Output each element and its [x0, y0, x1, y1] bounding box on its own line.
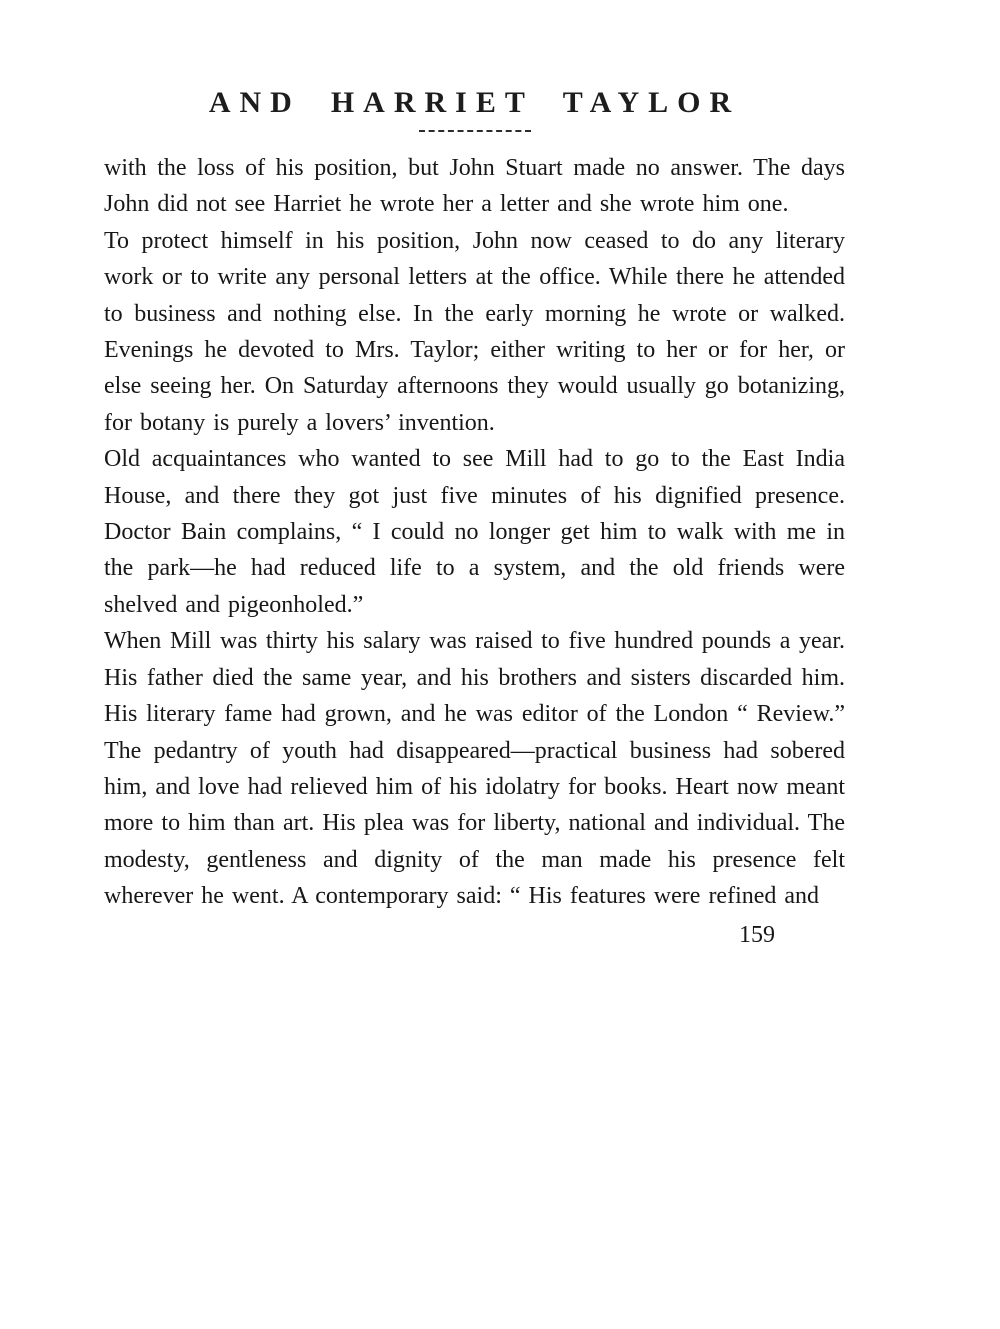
header-divider — [419, 130, 531, 132]
paragraph: Old acquaintances who wanted to see Mill had to go to the East India House, and there they got just five minutes of his dignified presence. Doctor Bain complains, “ I could no longer get him to walk with me in the park—he had reduced life to a system, and the old friends were shelved and pigeonholed.” — [104, 446, 845, 618]
running-header: AND HARRIET TAYLOR — [208, 86, 741, 119]
paragraph: with the loss of his position, but John Stuart made no answer. The days John did not see Harriet he wrote her a letter and she wrote him one. — [104, 155, 845, 218]
page-number: 159 — [739, 921, 775, 948]
paragraph: To protect himself in his position, John now ceased to do any literary work or to write any personal letters at the office. While there he attended to business and nothing else. In the early morning he wrote or walked. Evenings he devoted to Mrs. Taylor; either writing to her or for her, or else seeing her. On Saturday afternoons they would usually go botanizing, for botany is purely a lovers’ invention. — [104, 227, 845, 436]
paragraph: When Mill was thirty his salary was raised to five hundred pounds a year. His father died the same year, and his brothers and sisters discarded him. His literary fame had grown, and he was editor of the London “ Review.” The pedantry of youth had disappeared—practical business had sobered him, and love had relieved him of his idolatry for books. Heart now meant more to him than art. His plea was for liberty, national and individual. The modesty, gentleness and dignity of the man made his presence felt wherever he went. A contemporary said: “ His features were refined and — [104, 628, 845, 910]
body-text — [104, 150, 845, 915]
